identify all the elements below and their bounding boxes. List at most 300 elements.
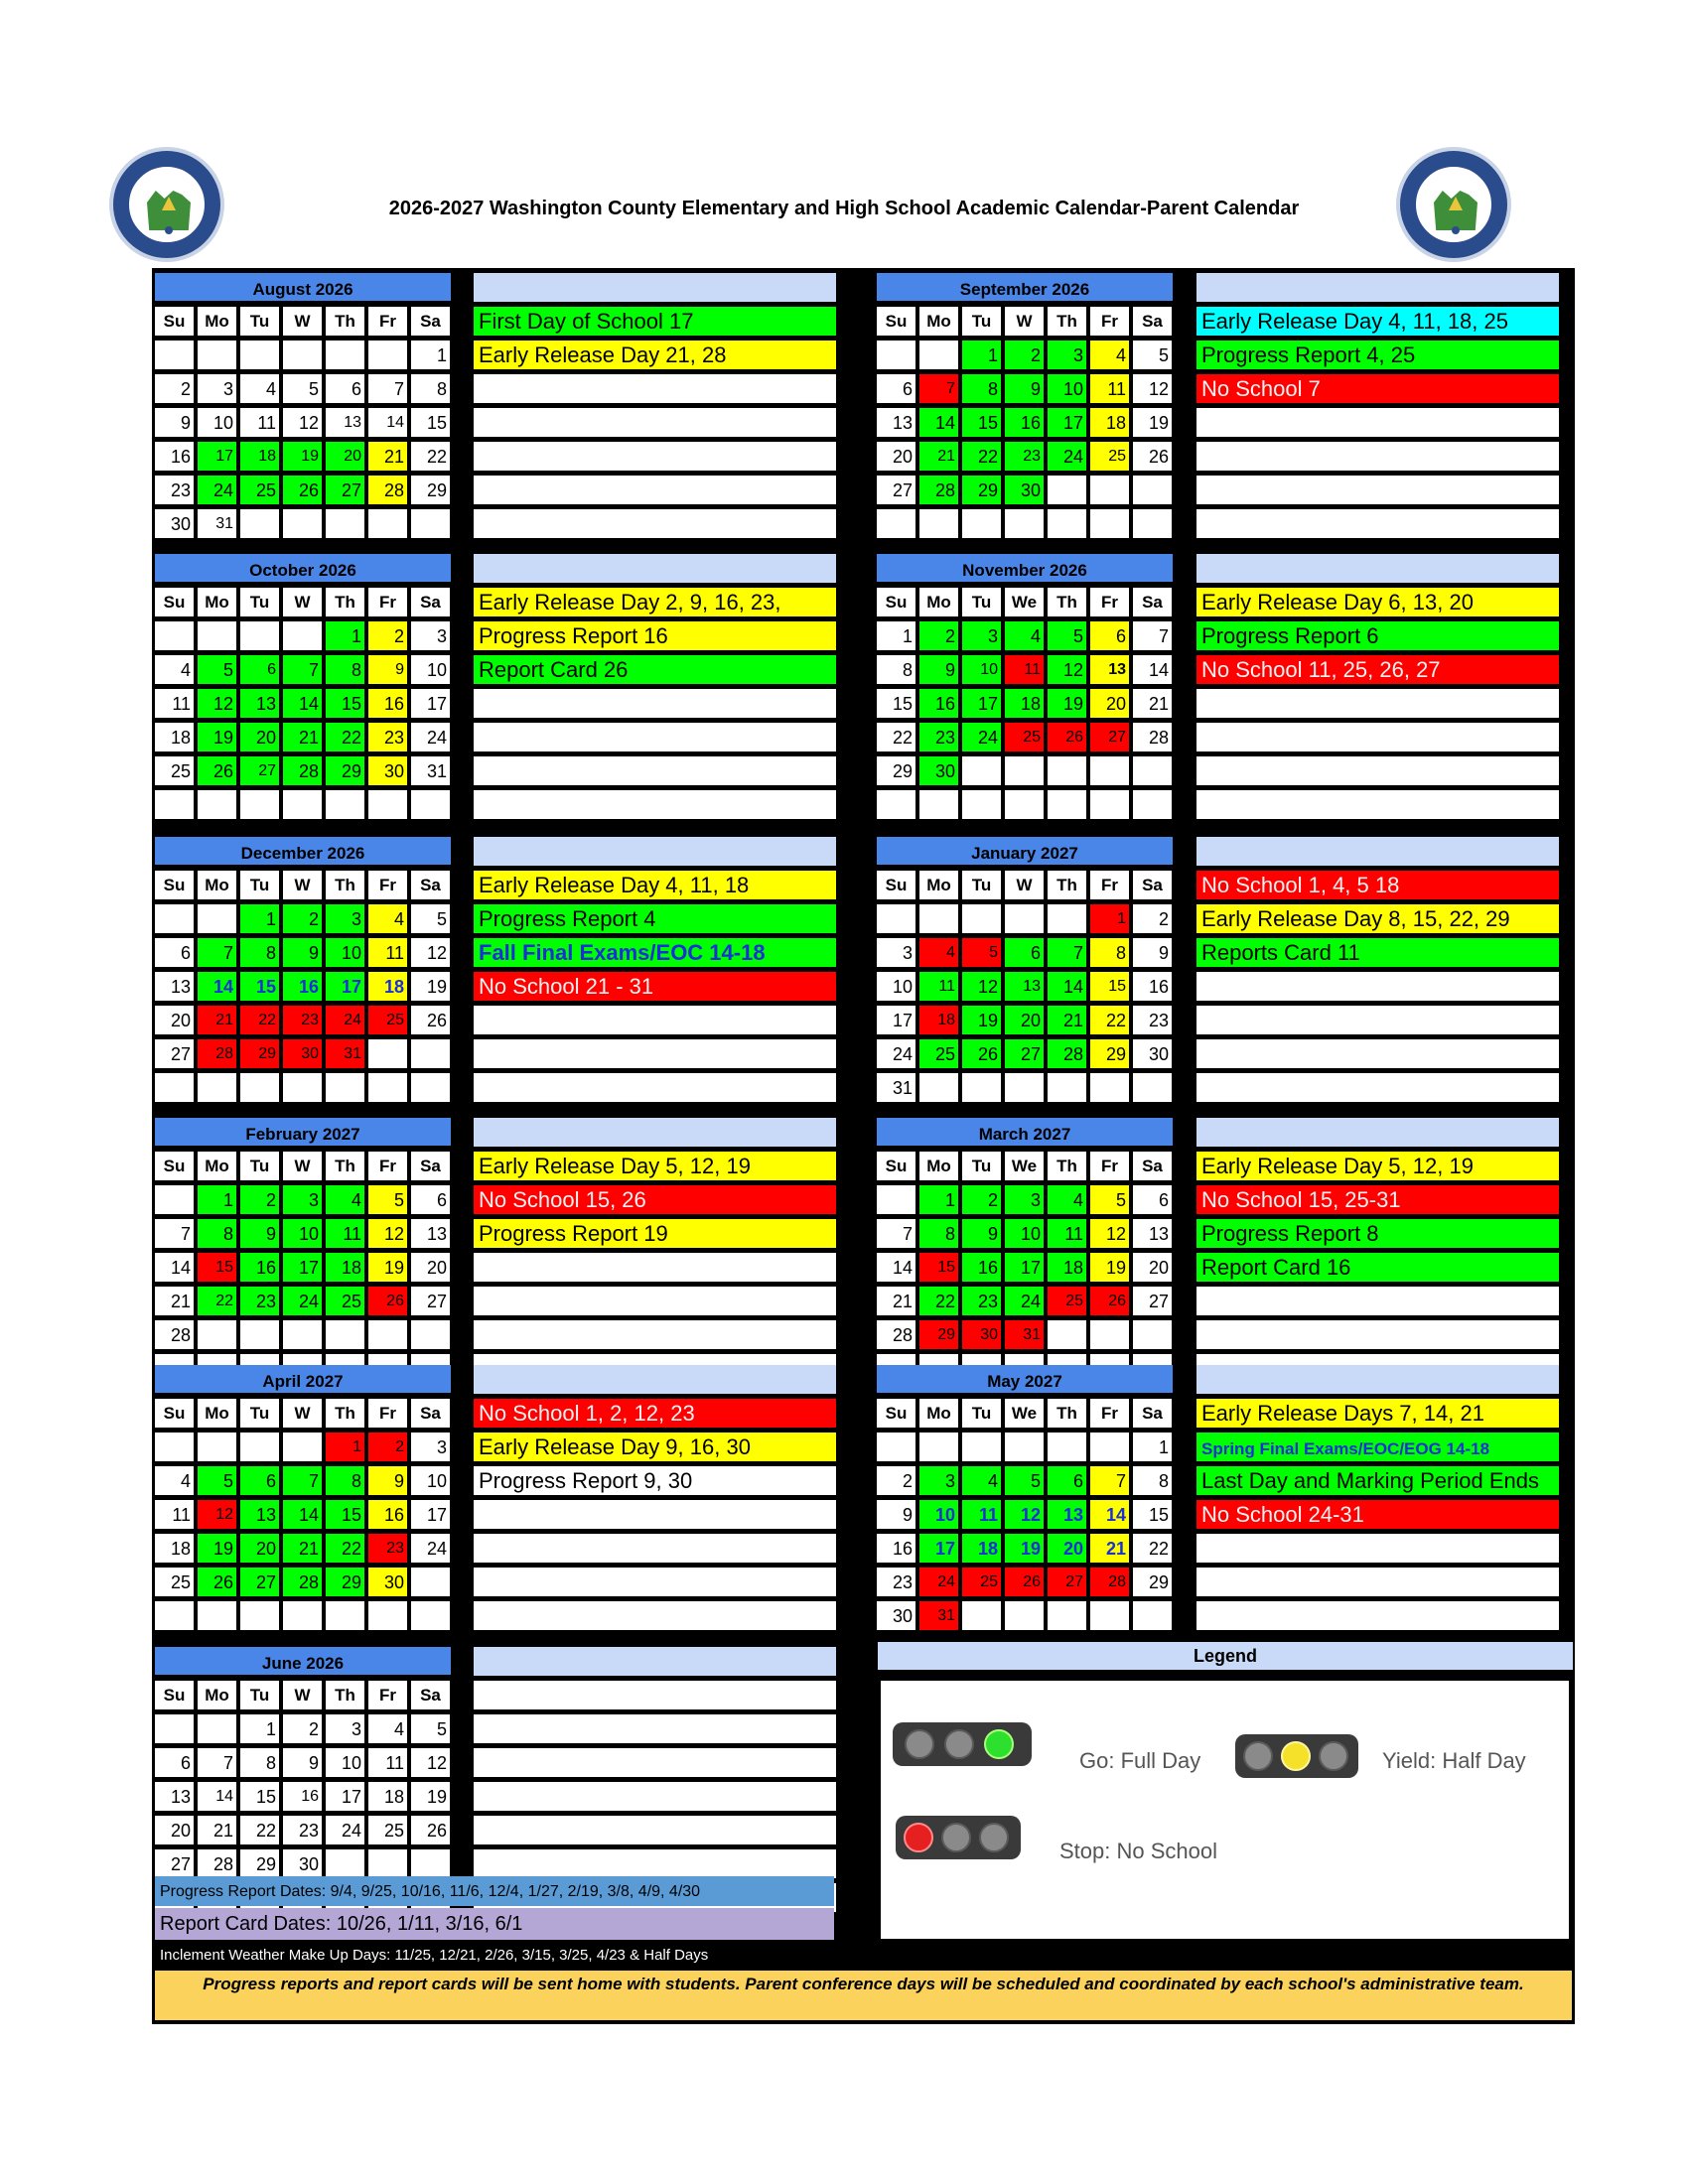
day-cell: 14 (919, 408, 958, 437)
notes-header (1196, 1365, 1559, 1394)
empty-day-cell (1090, 509, 1129, 538)
month-title: August 2026 (155, 273, 451, 301)
day-cell: 11 (962, 1500, 1001, 1529)
day-cell: 21 (368, 442, 407, 471)
day-cell: 30 (962, 1320, 1001, 1349)
day-cell: 1 (962, 341, 1001, 369)
weekday-header: Tu (240, 588, 279, 616)
day-cell: 30 (283, 1039, 322, 1068)
weekday-header: Tu (962, 871, 1001, 899)
day-cell: 19 (1133, 408, 1172, 437)
empty-day-cell (326, 1601, 364, 1630)
day-cell: 14 (283, 689, 322, 718)
day-cell: 5 (1005, 1466, 1044, 1495)
day-cell: 18 (240, 442, 279, 471)
empty-day-cell (368, 1073, 407, 1102)
day-cell: 7 (877, 1219, 915, 1248)
day-cell: 26 (1090, 1287, 1129, 1315)
weekday-header: Th (326, 1681, 364, 1709)
empty-note-row (1196, 1568, 1559, 1596)
day-cell: 30 (368, 1568, 407, 1596)
day-cell: 19 (1005, 1534, 1044, 1563)
day-cell: 9 (962, 1219, 1001, 1248)
day-cell: 28 (283, 756, 322, 785)
page-title: 2026-2027 Washington County Elementary and High School Academic Calendar-Parent Calendar (388, 198, 1300, 219)
day-cell: 30 (919, 756, 958, 785)
empty-day-cell (326, 790, 364, 819)
empty-day-cell (1048, 509, 1086, 538)
weekday-header: Su (877, 1399, 915, 1428)
weekday-header: Sa (411, 1152, 450, 1180)
empty-note-row (474, 723, 836, 751)
day-cell: 9 (155, 408, 194, 437)
calendar-note-text: First Day of School 17 (479, 309, 694, 334)
day-cell: 14 (155, 1253, 194, 1282)
day-cell: 21 (198, 1006, 236, 1034)
empty-day-cell (1133, 509, 1172, 538)
day-cell: 14 (1048, 972, 1086, 1001)
empty-day-cell (240, 1433, 279, 1461)
day-cell: 15 (326, 1500, 364, 1529)
day-cell: 3 (283, 1185, 322, 1214)
day-cell: 13 (411, 1219, 450, 1248)
day-cell: 29 (411, 476, 450, 504)
day-cell: 24 (411, 1534, 450, 1563)
day-cell: 28 (198, 1849, 236, 1878)
month-title: June 2026 (155, 1647, 451, 1675)
empty-day-cell (1090, 790, 1129, 819)
weekday-header: Th (326, 307, 364, 336)
day-cell: 16 (877, 1534, 915, 1563)
day-cell: 15 (962, 408, 1001, 437)
red-traffic-light-icon (896, 1816, 1021, 1859)
day-cell: 13 (1048, 1500, 1086, 1529)
weekday-header: W (283, 1681, 322, 1709)
day-cell: 8 (962, 374, 1001, 403)
calendar-note-text: Early Release Day 2, 9, 16, 23, (479, 590, 781, 614)
calendar-note (474, 972, 836, 1001)
notes-header (474, 1118, 836, 1147)
weekday-header: Mo (198, 588, 236, 616)
day-cell: 11 (155, 689, 194, 718)
empty-day-cell (198, 790, 236, 819)
day-cell: 3 (326, 1714, 364, 1743)
day-cell: 6 (155, 1748, 194, 1777)
day-cell: 29 (1133, 1568, 1172, 1596)
empty-day-cell (368, 341, 407, 369)
day-cell: 5 (198, 1466, 236, 1495)
empty-note-row (474, 1748, 836, 1777)
day-cell: 22 (411, 442, 450, 471)
day-cell: 15 (919, 1253, 958, 1282)
day-cell: 6 (877, 374, 915, 403)
empty-day-cell (962, 904, 1001, 933)
day-cell: 22 (962, 442, 1001, 471)
empty-day-cell (155, 1601, 194, 1630)
day-cell: 12 (1005, 1500, 1044, 1529)
empty-note-row (474, 1320, 836, 1349)
empty-day-cell (877, 1185, 915, 1214)
day-cell: 26 (411, 1006, 450, 1034)
day-cell: 27 (1048, 1568, 1086, 1596)
day-cell: 20 (1005, 1006, 1044, 1034)
day-cell: 5 (411, 904, 450, 933)
day-cell: 17 (326, 1782, 364, 1811)
day-cell: 20 (326, 442, 364, 471)
day-cell: 4 (155, 655, 194, 684)
weekday-header: Mo (919, 871, 958, 899)
empty-day-cell (155, 790, 194, 819)
day-cell: 2 (877, 1466, 915, 1495)
day-cell: 25 (368, 1816, 407, 1844)
day-cell: 20 (155, 1006, 194, 1034)
calendar-note-text: No School 24-31 (1201, 1502, 1364, 1527)
empty-day-cell (919, 341, 958, 369)
day-cell: 21 (877, 1287, 915, 1315)
weekday-header: Sa (411, 871, 450, 899)
day-cell: 1 (411, 341, 450, 369)
day-cell: 11 (326, 1219, 364, 1248)
day-cell: 2 (1005, 341, 1044, 369)
day-cell: 18 (1005, 689, 1044, 718)
day-cell: 9 (368, 655, 407, 684)
day-cell: 9 (283, 1748, 322, 1777)
calendar-note (474, 655, 836, 684)
empty-day-cell (919, 790, 958, 819)
empty-note-row (474, 756, 836, 785)
day-cell: 27 (326, 476, 364, 504)
day-cell: 2 (283, 1714, 322, 1743)
day-cell: 8 (240, 938, 279, 967)
day-cell: 22 (1090, 1006, 1129, 1034)
empty-day-cell (1048, 1073, 1086, 1102)
day-cell: 9 (368, 1466, 407, 1495)
day-cell: 4 (368, 1714, 407, 1743)
calendar-note-text: No School 1, 4, 5 18 (1201, 873, 1400, 897)
day-cell: 6 (240, 655, 279, 684)
weekday-header: Sa (411, 1681, 450, 1709)
day-cell: 1 (326, 621, 364, 650)
weekday-header: Tu (240, 871, 279, 899)
empty-day-cell (240, 341, 279, 369)
empty-note-row (1196, 790, 1559, 819)
day-cell: 24 (1005, 1287, 1044, 1315)
day-cell: 29 (1090, 1039, 1129, 1068)
weekday-header: Mo (198, 1399, 236, 1428)
day-cell: 14 (198, 1782, 236, 1811)
day-cell: 14 (283, 1500, 322, 1529)
day-cell: 13 (240, 689, 279, 718)
day-cell: 21 (283, 1534, 322, 1563)
day-cell: 2 (368, 621, 407, 650)
weekday-header: Th (1048, 588, 1086, 616)
day-cell: 11 (155, 1500, 194, 1529)
calendar-note-text: Spring Final Exams/EOC/EOG 14-18 (1201, 1439, 1490, 1458)
day-cell: 8 (326, 655, 364, 684)
empty-day-cell (1048, 790, 1086, 819)
weekday-header: Mo (919, 588, 958, 616)
weekday-header: Sa (1133, 871, 1172, 899)
day-cell: 27 (1005, 1039, 1044, 1068)
empty-day-cell (283, 1433, 322, 1461)
legend-stop-label: Stop: No School (1059, 1839, 1217, 1863)
day-cell: 10 (877, 972, 915, 1001)
calendar-note-text: Report Card 16 (1201, 1255, 1351, 1280)
day-cell: 27 (155, 1849, 194, 1878)
weekday-header: Su (155, 1152, 194, 1180)
day-cell: 23 (1133, 1006, 1172, 1034)
empty-note-row (1196, 756, 1559, 785)
calendar-note (474, 871, 836, 899)
day-cell: 23 (283, 1006, 322, 1034)
empty-day-cell (283, 1073, 322, 1102)
day-cell: 10 (919, 1500, 958, 1529)
day-cell: 7 (1090, 1466, 1129, 1495)
calendar-note-text: No School 11, 25, 26, 27 (1201, 657, 1441, 682)
day-cell: 25 (1005, 723, 1044, 751)
empty-day-cell (198, 621, 236, 650)
calendar-note-text: Early Release Day 5, 12, 19 (479, 1154, 751, 1178)
day-cell: 26 (1048, 723, 1086, 751)
empty-day-cell (1133, 1320, 1172, 1349)
weekday-header: Fr (1090, 307, 1129, 336)
calendar-note (1196, 374, 1559, 403)
empty-day-cell (283, 621, 322, 650)
day-cell: 26 (283, 476, 322, 504)
calendar-note-text: Progress Report 4 (479, 906, 656, 931)
weekday-header: W (283, 307, 322, 336)
day-cell: 15 (240, 972, 279, 1001)
day-cell: 29 (877, 756, 915, 785)
day-cell: 23 (1005, 442, 1044, 471)
day-cell: 9 (283, 938, 322, 967)
day-cell: 28 (155, 1320, 194, 1349)
day-cell: 31 (198, 509, 236, 538)
day-cell: 2 (962, 1185, 1001, 1214)
day-cell: 21 (919, 442, 958, 471)
day-cell: 1 (1090, 904, 1129, 933)
legend-panel (881, 1681, 1569, 1939)
day-cell: 24 (198, 476, 236, 504)
legend-title: Legend (878, 1642, 1573, 1670)
empty-day-cell (283, 1320, 322, 1349)
day-cell: 3 (411, 621, 450, 650)
day-cell: 27 (1133, 1287, 1172, 1315)
day-cell: 12 (198, 1500, 236, 1529)
empty-day-cell (326, 509, 364, 538)
empty-note-row (1196, 509, 1559, 538)
day-cell: 23 (240, 1287, 279, 1315)
calendar-note (474, 1433, 836, 1461)
yellow-traffic-light-icon (1235, 1734, 1358, 1778)
empty-day-cell (1133, 476, 1172, 504)
calendar-note (1196, 1500, 1559, 1529)
empty-note-row (1196, 1320, 1559, 1349)
weekday-header: Fr (368, 1399, 407, 1428)
calendar-note-text: Progress Report 6 (1201, 623, 1379, 648)
day-cell: 13 (326, 408, 364, 437)
calendar-note (474, 1185, 836, 1214)
weekday-header: Tu (962, 307, 1001, 336)
calendar-note (1196, 621, 1559, 650)
green-traffic-light-icon (893, 1722, 1032, 1766)
calendar-note-text: Progress Report 8 (1201, 1221, 1379, 1246)
day-cell: 28 (283, 1568, 322, 1596)
day-cell: 20 (1090, 689, 1129, 718)
empty-day-cell (155, 1433, 194, 1461)
day-cell: 17 (283, 1253, 322, 1282)
weekday-header: Sa (1133, 1152, 1172, 1180)
day-cell: 10 (1005, 1219, 1044, 1248)
day-cell: 23 (919, 723, 958, 751)
day-cell: 3 (962, 621, 1001, 650)
day-cell: 18 (919, 1006, 958, 1034)
day-cell: 8 (1133, 1466, 1172, 1495)
day-cell: 5 (198, 655, 236, 684)
day-cell: 28 (919, 476, 958, 504)
day-cell: 25 (919, 1039, 958, 1068)
day-cell: 30 (1005, 476, 1044, 504)
day-cell: 28 (1090, 1568, 1129, 1596)
day-cell: 1 (919, 1185, 958, 1214)
month-title: November 2026 (877, 554, 1173, 582)
day-cell: 23 (962, 1287, 1001, 1315)
legend-go-label: Go: Full Day (1079, 1748, 1201, 1773)
day-cell: 15 (198, 1253, 236, 1282)
weekday-header: W (283, 871, 322, 899)
weekday-header: Tu (962, 1399, 1001, 1428)
day-cell: 13 (155, 972, 194, 1001)
day-cell: 31 (1005, 1320, 1044, 1349)
day-cell: 17 (198, 442, 236, 471)
empty-note-row (1196, 1534, 1559, 1563)
day-cell: 6 (1005, 938, 1044, 967)
day-cell: 20 (1133, 1253, 1172, 1282)
day-cell: 21 (1133, 689, 1172, 718)
empty-day-cell (919, 1433, 958, 1461)
day-cell: 13 (877, 408, 915, 437)
day-cell: 12 (198, 689, 236, 718)
day-cell: 29 (326, 1568, 364, 1596)
day-cell: 19 (198, 723, 236, 751)
empty-note-row (474, 1816, 836, 1844)
weekday-header: Fr (368, 1681, 407, 1709)
empty-note-row (1196, 1039, 1559, 1068)
day-cell: 21 (155, 1287, 194, 1315)
day-cell: 4 (155, 1466, 194, 1495)
day-cell: 21 (1048, 1006, 1086, 1034)
weekday-header: Mo (919, 307, 958, 336)
day-cell: 13 (240, 1500, 279, 1529)
empty-day-cell (1048, 756, 1086, 785)
weekday-header: Su (155, 1681, 194, 1709)
day-cell: 23 (368, 723, 407, 751)
empty-day-cell (1133, 790, 1172, 819)
month-title: March 2027 (877, 1118, 1173, 1146)
day-cell: 6 (240, 1466, 279, 1495)
day-cell: 17 (1048, 408, 1086, 437)
empty-day-cell (155, 1714, 194, 1743)
day-cell: 19 (198, 1534, 236, 1563)
day-cell: 28 (877, 1320, 915, 1349)
weekday-header: Fr (368, 588, 407, 616)
empty-day-cell (198, 1073, 236, 1102)
day-cell: 22 (326, 723, 364, 751)
weekday-header: Tu (240, 1399, 279, 1428)
month-title: May 2027 (877, 1365, 1173, 1393)
day-cell: 14 (1133, 655, 1172, 684)
calendar-note-text: Report Card 26 (479, 657, 629, 682)
day-cell: 20 (155, 1816, 194, 1844)
day-cell: 17 (411, 689, 450, 718)
empty-note-row (1196, 1601, 1559, 1630)
day-cell: 27 (877, 476, 915, 504)
day-cell: 30 (368, 756, 407, 785)
empty-note-row (474, 1534, 836, 1563)
day-cell: 21 (283, 723, 322, 751)
day-cell: 19 (411, 1782, 450, 1811)
weekday-header: Th (1048, 871, 1086, 899)
day-cell: 20 (411, 1253, 450, 1282)
empty-note-row (1196, 723, 1559, 751)
calendar-note-text: Progress Report 9, 30 (479, 1468, 693, 1493)
calendar-note (474, 307, 836, 336)
weekday-header: Th (1048, 1152, 1086, 1180)
calendar-note-text: No School 1, 2, 12, 23 (479, 1401, 695, 1426)
report-card-dates: Report Card Dates: 10/26, 1/11, 3/16, 6/1 (155, 1908, 834, 1940)
day-cell: 22 (877, 723, 915, 751)
day-cell: 22 (198, 1287, 236, 1315)
empty-day-cell (1090, 1601, 1129, 1630)
calendar-note-text: No School 7 (1201, 376, 1321, 401)
day-cell: 27 (1090, 723, 1129, 751)
day-cell: 9 (1005, 374, 1044, 403)
calendar-note-text: No School 15, 25-31 (1201, 1187, 1401, 1212)
empty-day-cell (326, 1320, 364, 1349)
calendar-note (1196, 1253, 1559, 1282)
empty-day-cell (198, 904, 236, 933)
day-cell: 19 (368, 1253, 407, 1282)
weekday-header: W (283, 1152, 322, 1180)
weekday-header: Sa (411, 307, 450, 336)
calendar-note (474, 588, 836, 616)
day-cell: 3 (198, 374, 236, 403)
empty-day-cell (326, 1849, 364, 1878)
empty-day-cell (411, 1320, 450, 1349)
day-cell: 26 (1005, 1568, 1044, 1596)
day-cell: 25 (1048, 1287, 1086, 1315)
day-cell: 12 (283, 408, 322, 437)
weekday-header: Th (326, 871, 364, 899)
day-cell: 30 (155, 509, 194, 538)
day-cell: 17 (411, 1500, 450, 1529)
empty-note-row (474, 1849, 836, 1878)
empty-day-cell (198, 1601, 236, 1630)
day-cell: 13 (1005, 972, 1044, 1001)
month-title: February 2027 (155, 1118, 451, 1146)
weekday-header: Sa (411, 1399, 450, 1428)
day-cell: 9 (877, 1500, 915, 1529)
weekday-header: Su (877, 307, 915, 336)
weekday-header: Mo (919, 1399, 958, 1428)
empty-day-cell (368, 790, 407, 819)
weekday-header: Su (155, 307, 194, 336)
day-cell: 9 (1133, 938, 1172, 967)
weekday-header: We (1005, 1399, 1044, 1428)
day-cell: 8 (877, 655, 915, 684)
day-cell: 7 (283, 1466, 322, 1495)
notes-header (474, 273, 836, 302)
